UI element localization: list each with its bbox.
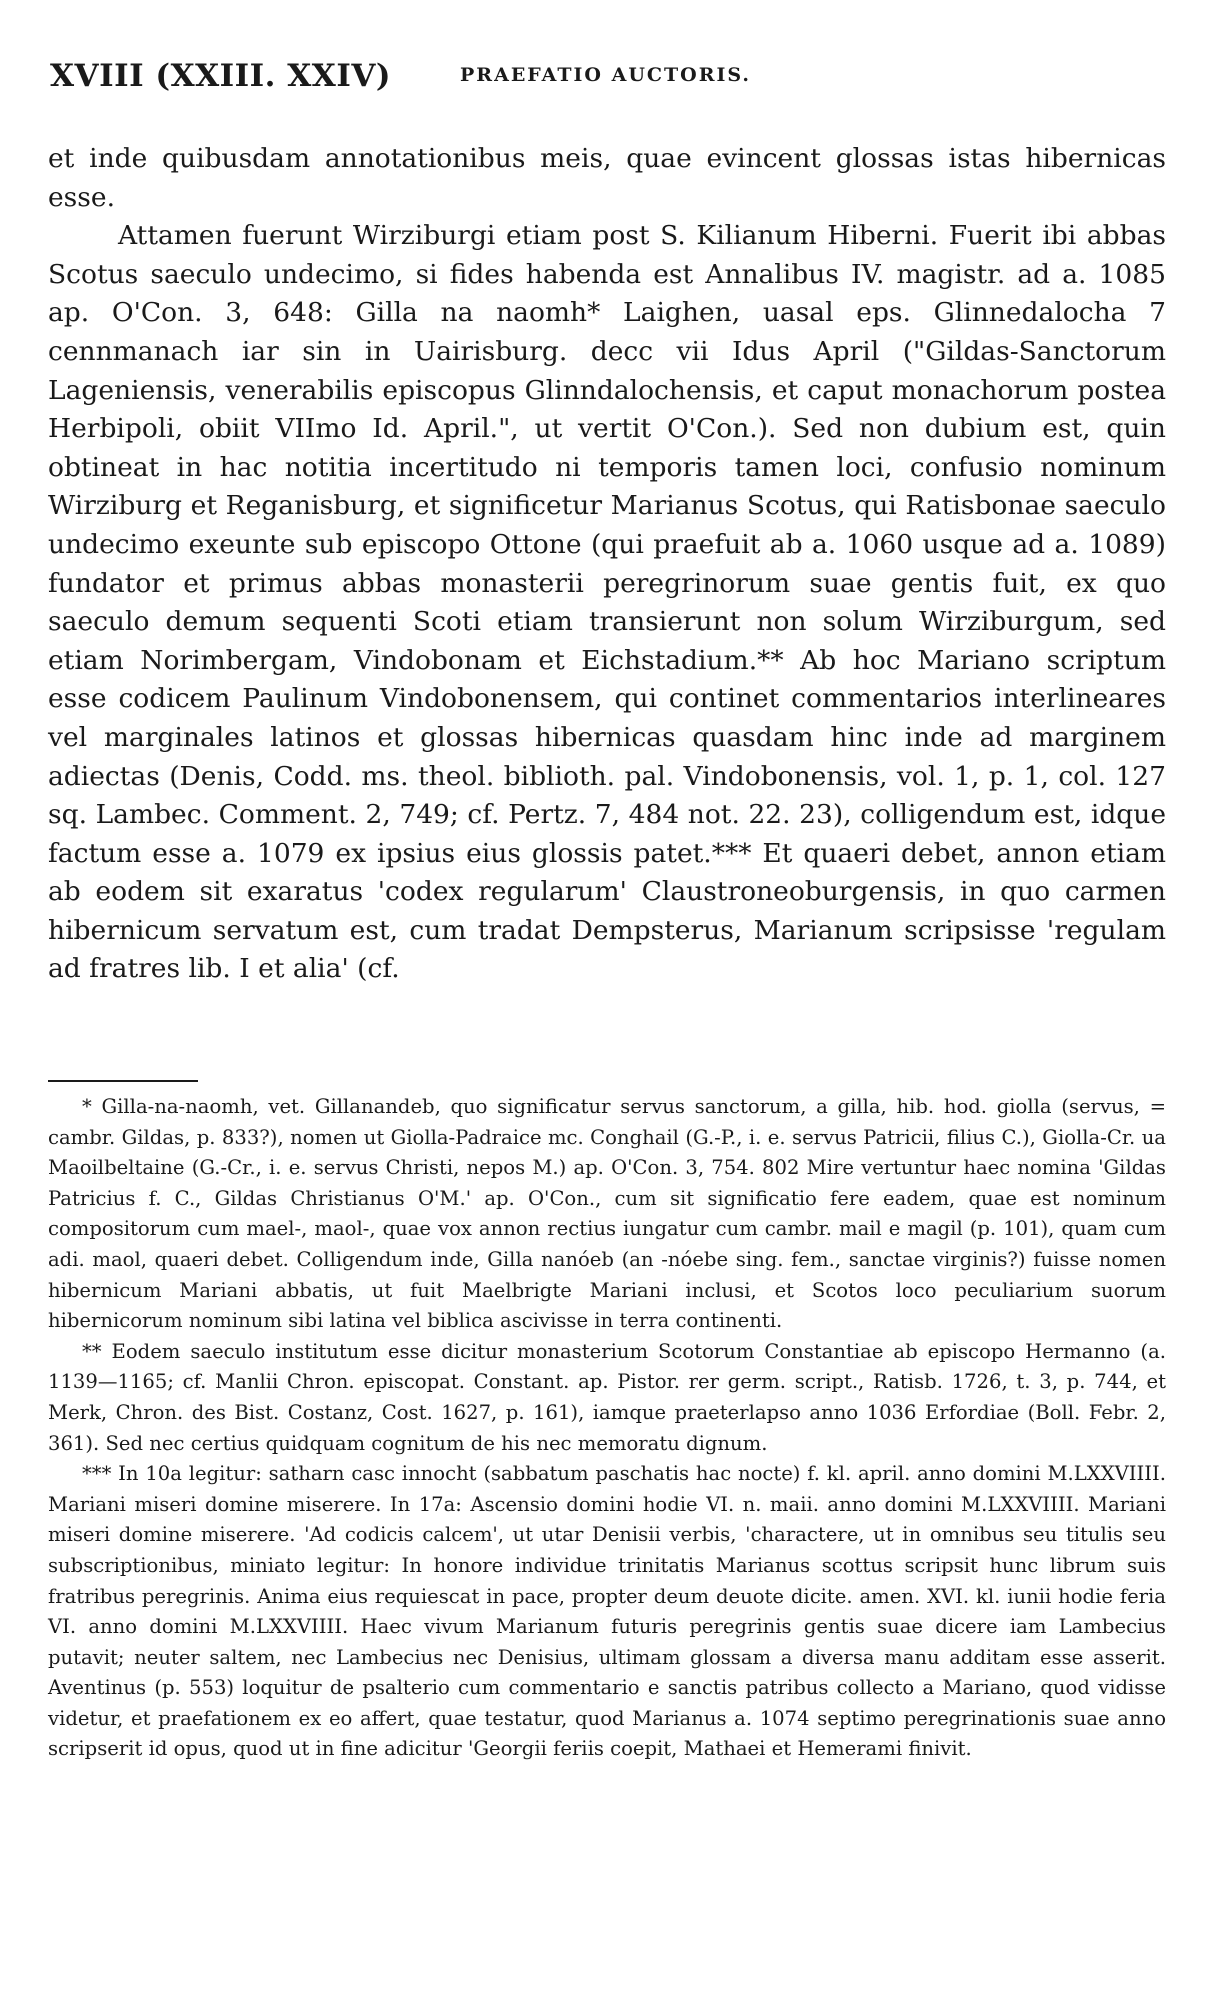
main-paragraph-continued: et inde quibusdam annotationibus meis, quae evincent glossas istas hibernicas esse. bbox=[48, 143, 1166, 213]
footnote-3: *** In 10a legitur: satharn casc innocht (sabbatum paschatis hac nocte) f. kl. april. anno domini M.LXXVIIII. Mariani miseri domine miserere. In 17a: Ascensio domini hodie VI. n. maii. anno domini M.LXXVIIII. Mariani miseri domine miserere. 'Ad codicis calcem', ut utar Denisii verbis, 'charactere, ut in omnibus seu titulis seu subscriptionibus, miniato legitur: In honore individue trinitatis Marianus scottus scripsit hunc librum suis fratribus peregrinis. Anima eius requiescat in pace, propter deum deuote dicite. amen. XVI. kl. iunii hodie feria VI. anno domini M.LXXVIIII. Haec vivum Marianum futuris peregrinis gentis suae dicere iam Lambecius putavit; neuter saltem, nec Lambecius nec Denisius, ultimam glossam a diversa manu additam esse asserit. Aventinus (p. 553) loquitur de psalterio cum commentario e sanctis patribus collecto a Mariano, quod vidisse videtur, et praefationem ex eo affert, quae testatur, quod Marianus a. 1074 septimo peregrinationis suae anno scripserit id opus, quod ut in fine adicitur 'Georgii feriis coepit, Mathaei et Hemerami finivit. bbox=[48, 1462, 1166, 1761]
running-title: PRAEFATIO AUCTORIS. bbox=[460, 64, 752, 86]
footnote-divider bbox=[48, 1080, 198, 1082]
page-number: XVIII (XXIII. XXIV) bbox=[50, 58, 392, 94]
main-paragraph: Attamen fuerunt Wirziburgi etiam post S. Kilianum Hiberni. Fuerit ibi abbas Scotus saeculo undecimo, si fides habenda est Annalibus IV. magistr. ad a. 1085 ap. O'Con. 3, 648: Gilla na naomh* Laighen, uasal eps. Glinnedalocha 7 cennmanach iar sin in Uairisburg. decc vii Idus April ("Gildas-Sanctorum Lageniensis, venerabilis episcopus Glinndalochensis, et caput monachorum postea Herbipoli, obiit VIImo Id. April.", ut vertit O'Con.). Sed non dubium est, quin obtineat in hac notitia incertitudo ni temporis tamen loci, confusio nominum Wirziburg et Reganisburg, et significetur Marianus Scotus, qui Ratisbonae saeculo undecimo exeunte sub episcopo Ottone (qui praefuit ab a. 1060 usque ad a. 1089) fundator et primus abbas monasterii peregrinorum suae gentis fuit, ex quo saeculo demum sequenti Scoti etiam transierunt non solum Wirziburgum, sed etiam Norimbergam, Vindobonam et Eichstadium.** Ab hoc Mariano scriptum esse codicem Paulinum Vindobonensem, qui continet commentarios interlineares vel marginales latinos et glossas hibernicas quasdam hinc inde ad marginem adiectas (Denis, Codd. ms. theol. biblioth. pal. Vindobonensis, vol. 1, p. 1, col. 127 sq. Lambec. Comment. 2, 749; cf. Pertz. 7, 484 not. 22. 23), colligendum est, idque factum esse a. 1079 ex ipsius eius glossis patet.*** Et quaeri debet, annon etiam ab eodem sit exaratus 'codex regularum' Claustroneoburgensis, in quo carmen hibernicum servatum est, cum tradat Dempsterus, Marianum scripsisse 'regulam ad fratres lib. I et alia' (cf. bbox=[48, 220, 1166, 985]
footnote-1: * Gilla-na-naomh, vet. Gillanandeb, quo significatur servus sanctorum, a gilla, hib. hod. giolla (servus, = cambr. Gildas, p. 833?), nomen ut Giolla-Padraice mc. Conghail (G.-P., i. e. servus Patricii, filius C.), Giolla-Cr. ua Maoilbeltaine (G.-Cr., i. e. servus Christi, nepos M.) ap. O'Con. 3, 754. 802 Mire vertuntur haec nomina 'Gildas Patricius f. C., Gildas Christianus O'M.' ap. O'Con., cum sit significatio fere eadem, quae est nominum compositorum cum mael-, maol-, quae vox annon rectius iungatur cum cambr. mail e magil (p. 101), quam cum adi. maol, quaeri debet. Colligendum inde, Gilla nanóeb (an -nóebe sing. fem., sanctae virginis?) fuisse nomen hibernicum Mariani abbatis, ut fuit Maelbrigte Mariani inclusi, et Scotos loco peculiarium suorum hibernicorum nominum sibi latina vel biblica ascivisse in terra continenti. bbox=[48, 1095, 1166, 1333]
main-text bbox=[48, 140, 1166, 989]
running-head bbox=[50, 58, 1170, 98]
footnote-2: ** Eodem saeculo institutum esse dicitur monasterium Scotorum Constantiae ab episcopo Hermanno (a. 1139—1165; cf. Manlii Chron. episcopat. Constant. ap. Pistor. rer germ. script., Ratisb. 1726, t. 3, p. 744, et Merk, Chron. des Bist. Costanz, Cost. 1627, p. 161), iamque praeterlapso anno 1036 Erfordiae (Boll. Febr. 2, 361). Sed nec certius quidquam cognitum de his nec memoratu dignum. bbox=[48, 1339, 1166, 1455]
footnotes bbox=[48, 1092, 1166, 1765]
